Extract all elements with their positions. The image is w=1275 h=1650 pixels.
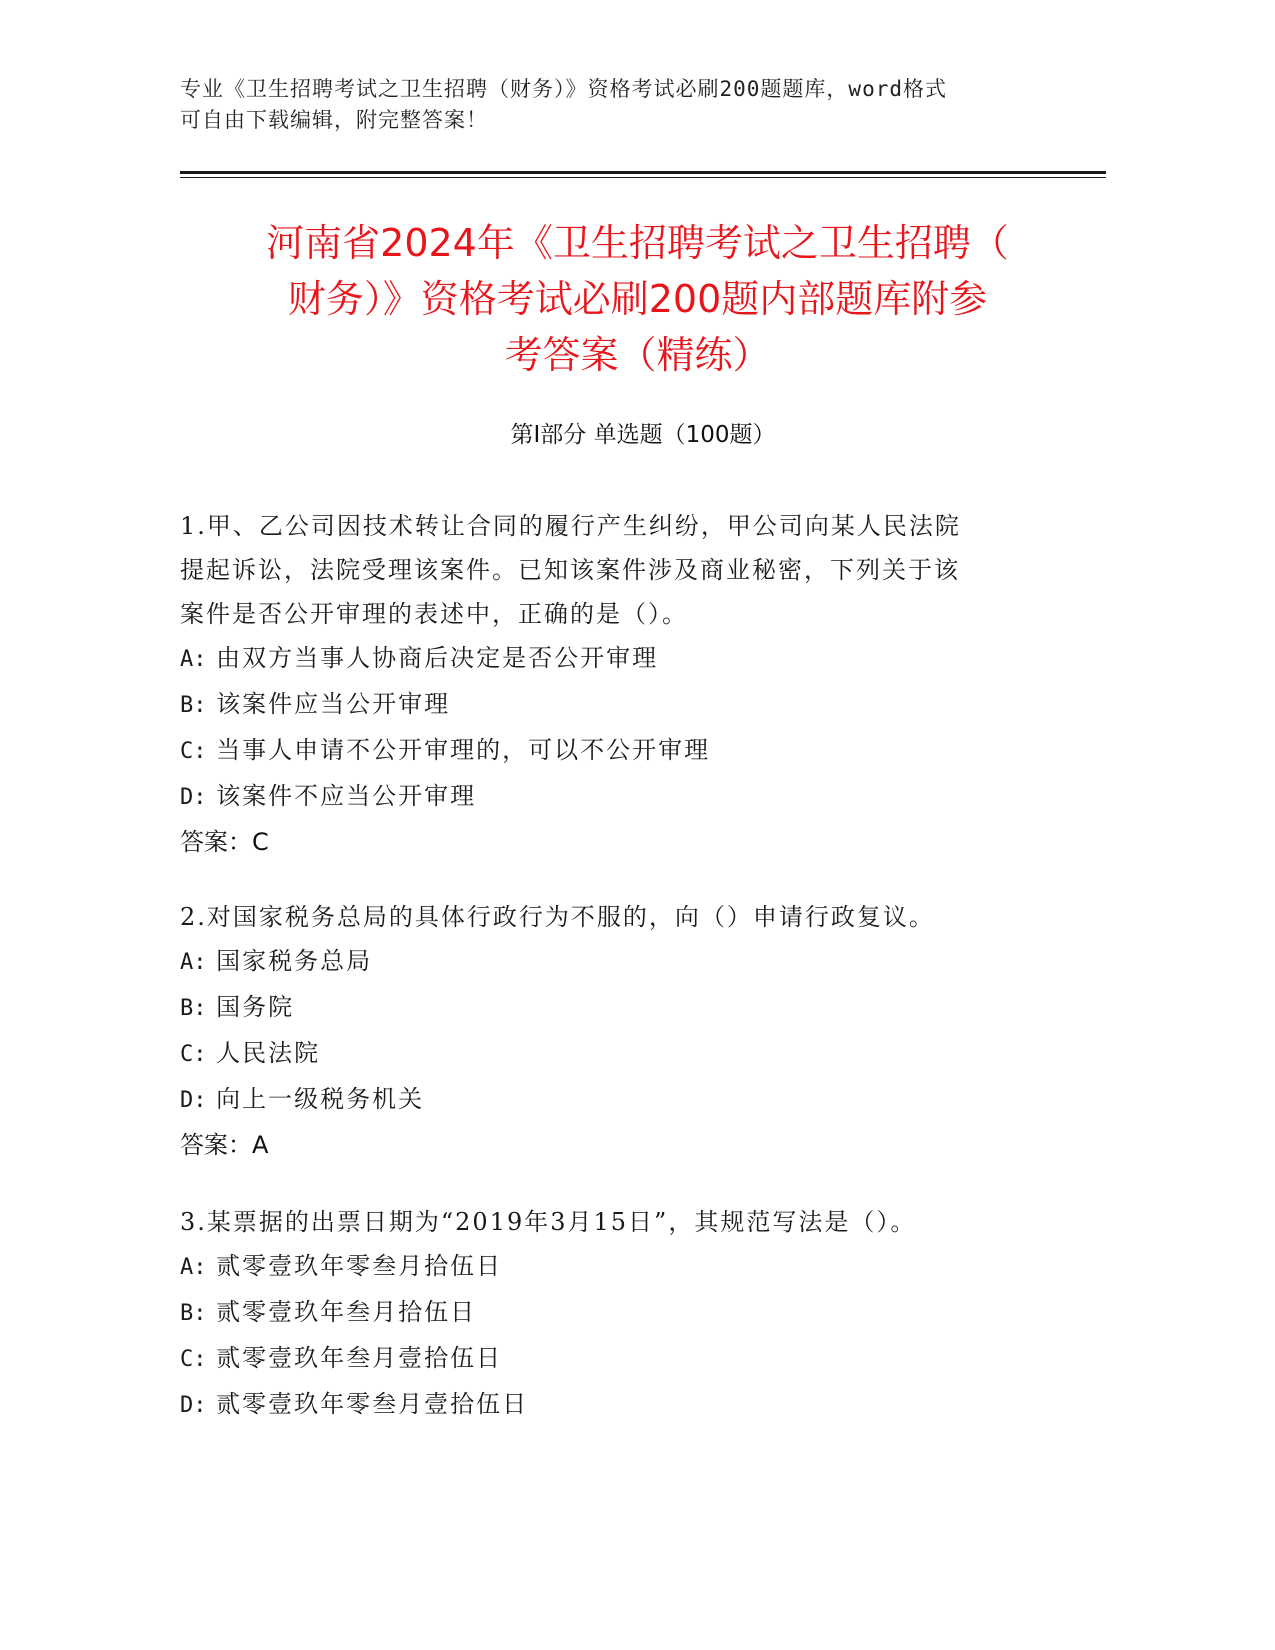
option-a: [180, 939, 1060, 985]
section-heading: 第Ⅰ部分 单选题（100题）: [510, 422, 776, 448]
stem-line: 3.某票据的出票日期为“2019年3月15日”，其规范写法是（）。: [180, 1208, 917, 1236]
header-note: [180, 74, 1060, 136]
option-c: [180, 728, 1060, 774]
option-text: 该案件不应当公开审理: [216, 782, 477, 810]
document-title: [170, 215, 1105, 383]
option-text: 贰零壹玖年零叁月拾伍日: [216, 1252, 503, 1280]
option-text: 国家税务总局: [216, 947, 373, 975]
option-letter: C:: [180, 1042, 207, 1067]
question-stem: [180, 895, 1060, 939]
option-c: [180, 1336, 1060, 1382]
option-b: [180, 985, 1060, 1031]
header-note-line: 可自由下载编辑，附完整答案！: [180, 108, 488, 132]
option-letter: D:: [180, 785, 207, 810]
option-letter: A:: [180, 647, 207, 672]
option-d: [180, 1077, 1060, 1123]
option-letter: A:: [180, 1255, 207, 1280]
option-letter: D:: [180, 1088, 207, 1113]
title-line: 考答案（精练）: [504, 333, 771, 377]
option-letter: C:: [180, 739, 207, 764]
option-text: 贰零壹玖年叁月拾伍日: [216, 1298, 477, 1326]
option-letter: B:: [180, 693, 207, 718]
option-text: 贰零壹玖年零叁月壹拾伍日: [216, 1390, 529, 1418]
option-a: [180, 1244, 1060, 1290]
title-line: 河南省2024年《卫生招聘考试之卫生招聘（: [266, 221, 1009, 265]
question-stem: [180, 504, 1060, 636]
question-1: [180, 504, 1060, 864]
option-letter: D:: [180, 1393, 207, 1418]
option-text: 当事人申请不公开审理的，可以不公开审理: [216, 736, 711, 764]
question-3: [180, 1200, 1060, 1428]
option-text: 向上一级税务机关: [216, 1085, 425, 1113]
option-a: [180, 636, 1060, 682]
option-letter: B:: [180, 1301, 207, 1326]
option-letter: B:: [180, 996, 207, 1021]
title-line: 财务）》资格考试必刷200题内部题库附参: [287, 277, 988, 321]
option-text: 该案件应当公开审理: [216, 690, 451, 718]
option-letter: C:: [180, 1347, 207, 1372]
option-b: [180, 1290, 1060, 1336]
option-text: 国务院: [216, 993, 295, 1021]
stem-line: 1.甲、乙公司因技术转让合同的履行产生纠纷，甲公司向某人民法院: [180, 512, 961, 540]
stem-line: 2.对国家税务总局的具体行政行为不服的，向（）申请行政复议。: [180, 903, 935, 931]
header-note-line: 专业《卫生招聘考试之卫生招聘（财务）》资格考试必刷200题题库，word格式: [180, 77, 947, 101]
option-text: 由双方当事人协商后决定是否公开审理: [216, 644, 659, 672]
header-divider-thick: [180, 171, 1106, 174]
answer-line: 答案：A: [180, 1131, 269, 1159]
question-stem: [180, 1200, 1060, 1244]
option-c: [180, 1031, 1060, 1077]
option-letter: A:: [180, 950, 207, 975]
question-2: [180, 895, 1060, 1167]
option-b: [180, 682, 1060, 728]
option-text: 人民法院: [216, 1039, 321, 1067]
option-text: 贰零壹玖年叁月壹拾伍日: [216, 1344, 503, 1372]
option-d: [180, 774, 1060, 820]
stem-line: 案件是否公开审理的表述中，正确的是（）。: [180, 600, 688, 628]
header-divider-thin: [180, 177, 1106, 178]
stem-line: 提起诉讼，法院受理该案件。已知该案件涉及商业秘密，下列关于该: [180, 556, 960, 584]
answer-line: 答案：C: [180, 828, 269, 856]
option-d: [180, 1382, 1060, 1428]
